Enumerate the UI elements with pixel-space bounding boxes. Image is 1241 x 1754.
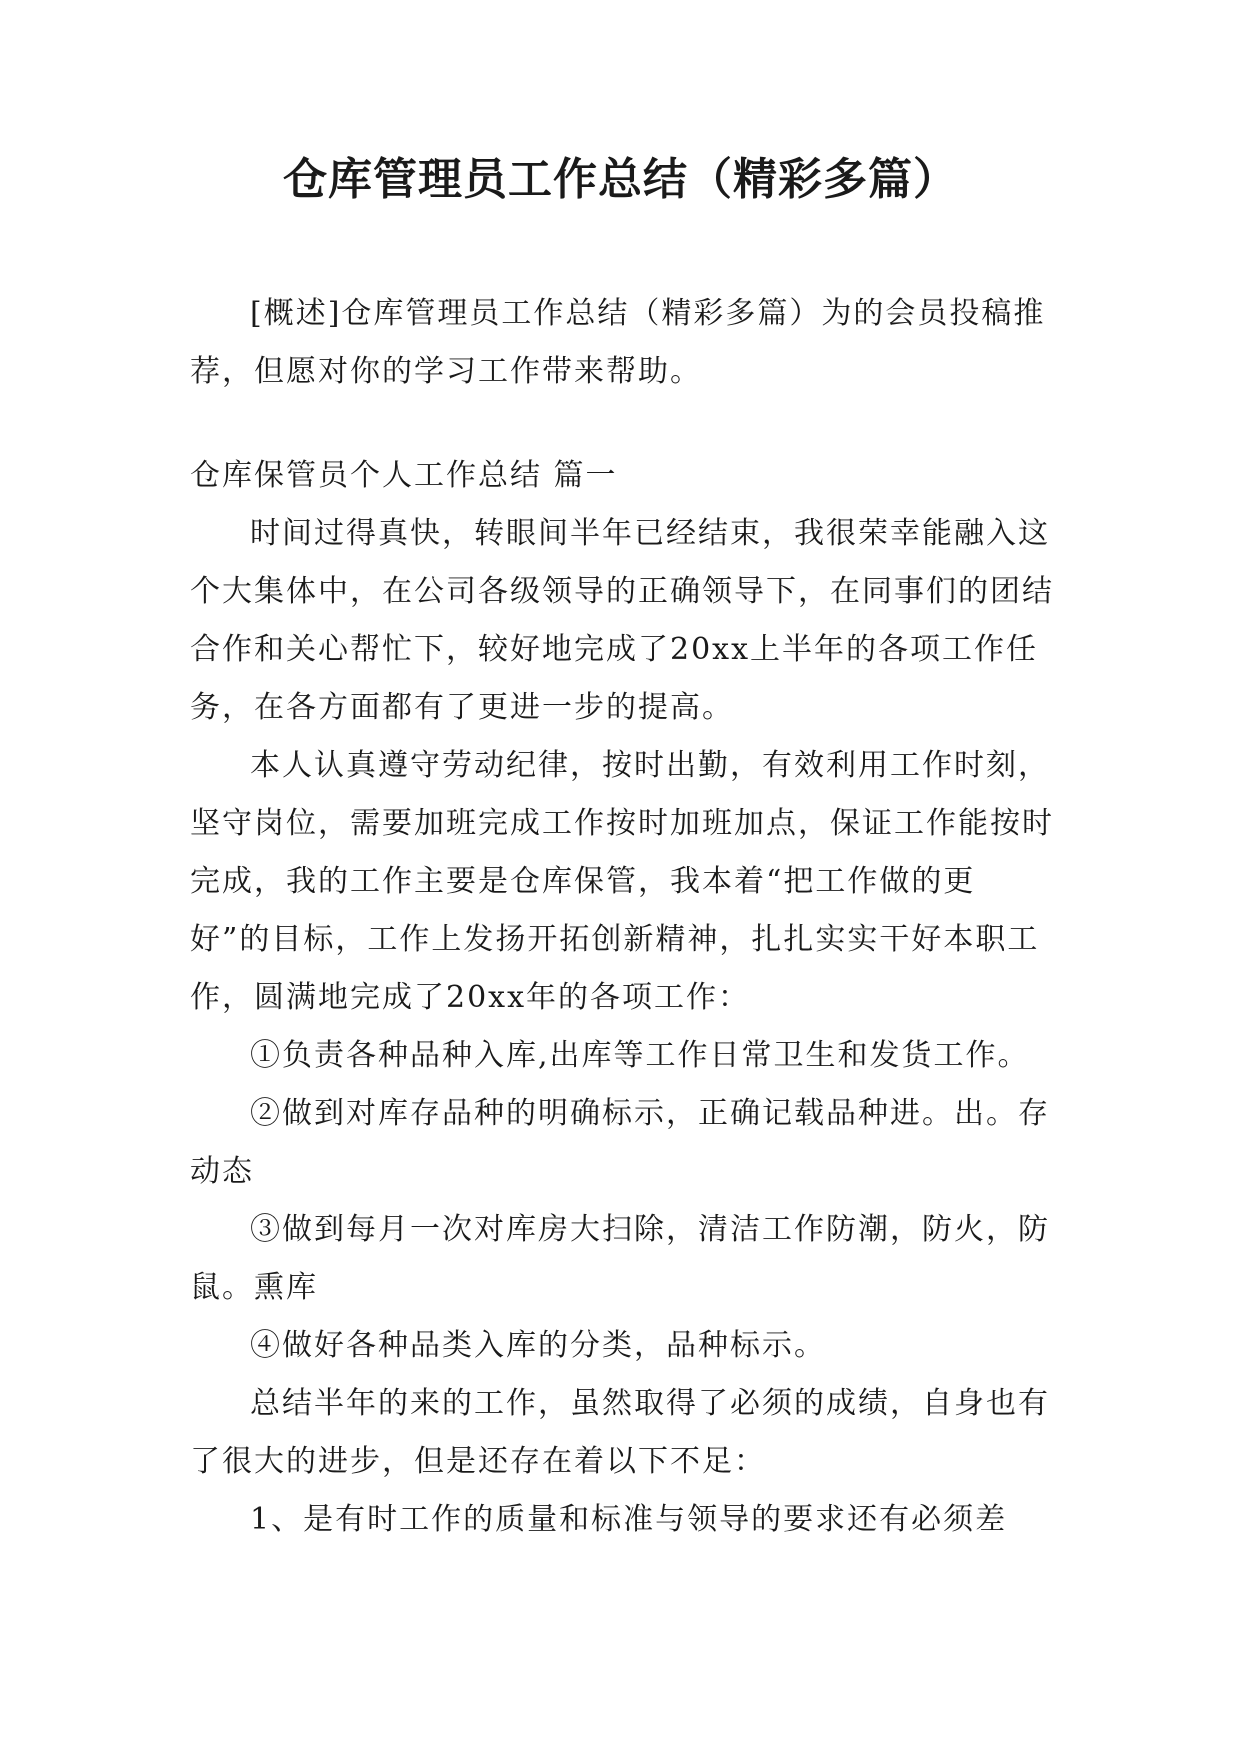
list-item: ①负责各种品种入库,出库等工作日常卫生和发货工作。 (250, 1038, 1030, 1073)
document-body (190, 285, 1055, 1549)
body-paragraph: 总结半年的来的工作，虽然取得了必须的成绩，自身也有了很大的进步，但是还存在着以下不足： (190, 1386, 1050, 1479)
body-paragraph: 时间过得真快，转眼间半年已经结束，我很荣幸能融入这个大集体中，在公司各级领导的正确领导下，在同事们的团结合作和关心帮忙下，较好地完成了20xx上半年的各项工作任务，在各方面都有了更进一步的提高。 (190, 516, 1054, 725)
body-paragraph: 本人认真遵守劳动纪律，按时出勤，有效利用工作时刻，坚守岗位，需要加班完成工作按时加班加点，保证工作能按时完成，我的工作主要是仓库保管，我本着“把工作做的更好”的目标，工作上发扬开拓创新精神，扎扎实实干好本职工作，圆满地完成了20xx年的各项工作： (190, 748, 1054, 1015)
list-item: 1、是有时工作的质量和标准与领导的要求还有必须差 (250, 1502, 1008, 1537)
list-item: ③做到每月一次对库房大扫除，清洁工作防潮，防火，防鼠。熏库 (190, 1212, 1050, 1305)
list-item: ②做到对库存品种的明确标示，正确记载品种进。出。存动态 (190, 1096, 1050, 1189)
list-item: ④做好各种品类入库的分类，品种标示。 (250, 1328, 826, 1363)
section-heading: 仓库保管员个人工作总结 篇一 (190, 458, 618, 493)
document-title: 仓库管理员工作总结（精彩多篇） (283, 154, 958, 205)
summary-paragraph: [概述]仓库管理员工作总结（精彩多篇）为的会员投稿推荐，但愿对你的学习工作带来帮助。 (190, 296, 1046, 389)
